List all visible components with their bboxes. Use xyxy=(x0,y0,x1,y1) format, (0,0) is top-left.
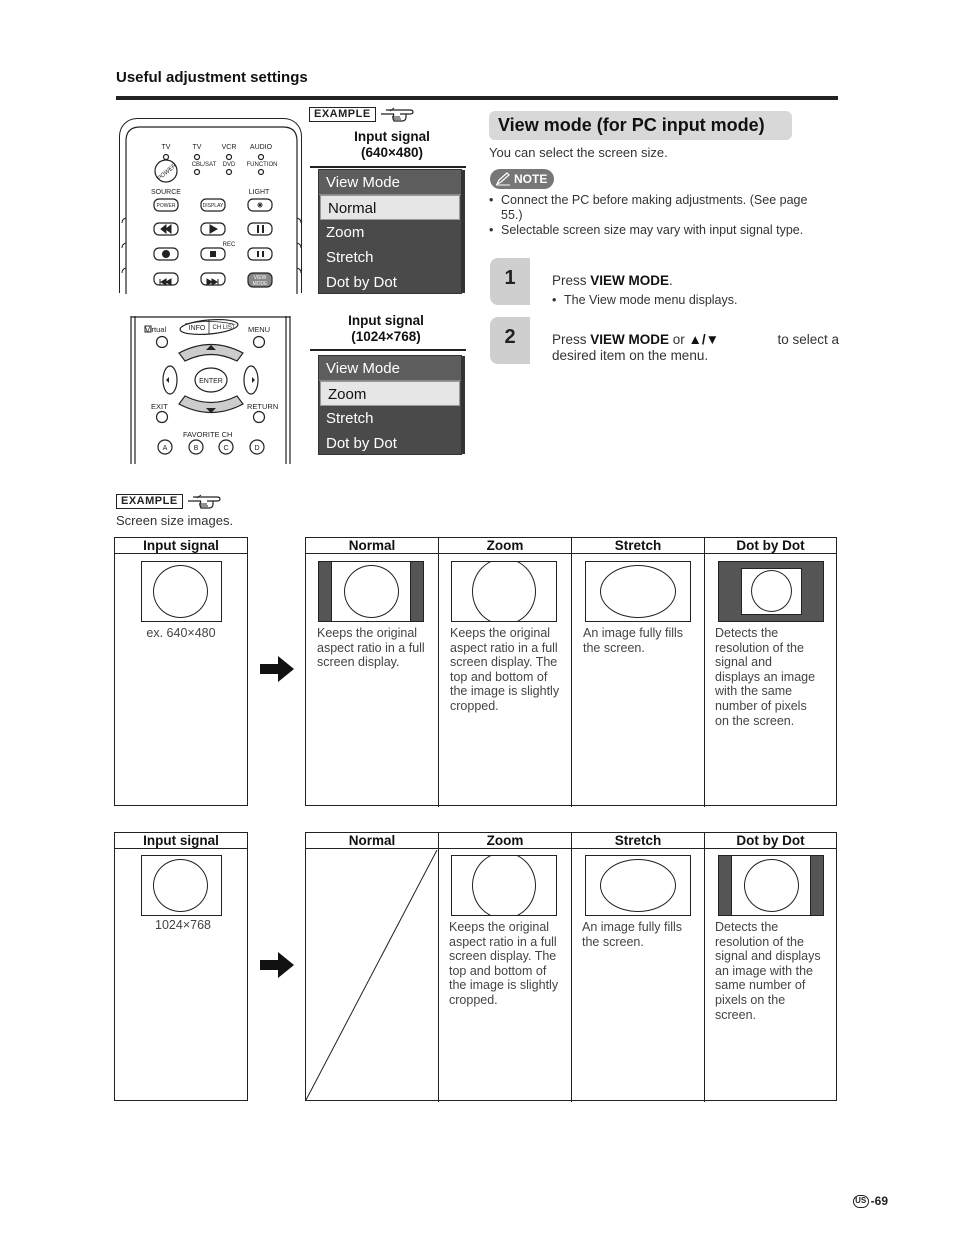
remote-return-label: RETURN xyxy=(247,402,279,411)
col-divider xyxy=(704,538,705,807)
remote-virtual-label: Virtual xyxy=(145,325,167,334)
region-badge: US xyxy=(853,1195,869,1208)
desc-line: same number of xyxy=(715,978,806,993)
table1-col-normal: Normal xyxy=(306,538,438,554)
circle-image xyxy=(153,859,208,912)
desc-line: Keeps the original xyxy=(450,626,551,640)
circle-image xyxy=(744,859,799,912)
remote-display-btn-label: DISPLAY xyxy=(202,203,224,209)
menu2-item-zoom[interactable]: Zoom xyxy=(320,381,460,406)
desc-line: with the same xyxy=(715,684,793,699)
remote-label-tv: TV xyxy=(161,144,171,151)
remote-menu-label: MENU xyxy=(248,325,271,334)
col-divider xyxy=(438,833,439,1102)
section-title: Useful adjustment settings xyxy=(116,69,308,86)
black-bar xyxy=(319,562,331,621)
note-text-2: Selectable screen size may vary with input signal type. xyxy=(501,223,804,237)
remote-a-label: A xyxy=(162,445,168,452)
view-mode-intro: You can select the screen size. xyxy=(489,145,668,160)
remote-c-label: C xyxy=(223,445,229,452)
table1-normal-screen xyxy=(318,561,424,622)
screen-size-caption: Screen size images. xyxy=(116,513,234,528)
step-1-pre: Press xyxy=(552,273,591,288)
circle-image xyxy=(472,561,536,622)
note-item xyxy=(489,223,839,238)
table1-modes xyxy=(305,537,837,806)
circle-image xyxy=(600,565,676,618)
menu-item-stretch[interactable]: Stretch xyxy=(326,249,374,266)
remote-mode-label: MODE xyxy=(252,281,268,287)
input-signal-640-line2: (640×480) xyxy=(361,145,423,160)
table2-input xyxy=(114,832,248,1101)
remote-d-label: D xyxy=(254,445,260,452)
remote-view-label: VIEW xyxy=(253,275,267,281)
menu2-edge xyxy=(462,356,465,454)
page-number-text: -69 xyxy=(870,1194,888,1208)
step-2-bold: VIEW MODE xyxy=(590,332,670,347)
step-1-text xyxy=(552,273,673,289)
remote-info-label: INFO xyxy=(188,325,206,332)
col-divider xyxy=(704,833,705,1102)
input-signal-1024-line1: Input signal xyxy=(348,313,424,328)
step-2-line2: desired item on the menu. xyxy=(552,348,709,363)
remote-label-tv2: TV xyxy=(192,144,202,151)
step-2-arrows: ▲/▼ xyxy=(688,332,720,347)
table1-normal-desc xyxy=(317,626,437,670)
input-signal-640-line1: Input signal xyxy=(354,129,430,144)
remote-label-light: LIGHT xyxy=(248,189,270,196)
circle-image xyxy=(344,565,399,618)
table1-input-header: Input signal xyxy=(115,538,247,554)
desc-line: screen display. The xyxy=(449,949,557,964)
desc-line: number of pixels xyxy=(715,698,807,713)
table1-col-dot: Dot by Dot xyxy=(705,538,836,554)
desc-line: the screen. xyxy=(582,934,644,949)
view-mode-title: View mode (for PC input mode) xyxy=(489,111,792,140)
desc-line: screen display. xyxy=(317,655,400,670)
note-text-1b: 55.) xyxy=(501,208,523,222)
table1-col-stretch: Stretch xyxy=(572,538,704,554)
example-label-2: EXAMPLE xyxy=(116,494,183,509)
desc-line: An image fully fills xyxy=(583,626,684,640)
desc-line: the screen. xyxy=(583,640,645,655)
table2-stretch-desc xyxy=(582,920,703,949)
pencil-icon xyxy=(495,172,511,186)
desc-line: Detects the xyxy=(715,626,779,640)
example-badge xyxy=(309,105,414,123)
table1-stretch-desc xyxy=(583,626,703,655)
table1-input-screen xyxy=(141,561,222,622)
desc-line: aspect ratio in a full xyxy=(450,640,558,655)
table1-input xyxy=(114,537,248,806)
view-mode-menu-1024 xyxy=(318,355,462,455)
menu-edge xyxy=(462,170,465,293)
table2-input-screen xyxy=(141,855,222,916)
desc-line: top and bottom of xyxy=(449,963,547,978)
menu2-title: View Mode xyxy=(319,356,461,381)
menu-item-normal[interactable]: Normal xyxy=(320,195,460,220)
note-badge xyxy=(490,169,554,189)
desc-line: resolution of the xyxy=(715,640,804,655)
black-bar xyxy=(719,856,731,915)
remote-power-label: POWER xyxy=(156,162,178,183)
desc-line: the image is slightly xyxy=(449,978,559,993)
table2-dot-screen xyxy=(718,855,824,916)
desc-line: pixels on the xyxy=(715,992,786,1007)
note-list xyxy=(489,193,839,238)
note-label: NOTE xyxy=(514,172,548,186)
table1-zoom-screen xyxy=(451,561,557,622)
black-bar xyxy=(411,562,423,621)
desc-line: top and bottom of xyxy=(450,669,548,684)
table1-dot-screen xyxy=(718,561,824,622)
desc-line: aspect ratio in a full xyxy=(317,640,425,655)
table2-col-zoom: Zoom xyxy=(439,833,571,849)
remote-favorite-label: FAVORITE CH xyxy=(183,430,233,439)
note-text-1: Connect the PC before making adjustments. (See page xyxy=(501,193,808,207)
table1-zoom-desc xyxy=(450,626,570,714)
step-1-post: . xyxy=(669,273,673,288)
step-1-number: 1 xyxy=(490,258,530,305)
remote-label-cblsat: CBL/SAT xyxy=(191,162,217,168)
step-2-number: 2 xyxy=(490,317,530,364)
view-mode-menu-640 xyxy=(318,169,462,294)
menu2-item-stretch[interactable]: Stretch xyxy=(326,410,374,427)
desc-line: Detects the xyxy=(715,920,779,934)
desc-line: the image is slightly xyxy=(450,684,560,699)
col-divider xyxy=(438,538,439,807)
desc-line: Keeps the original xyxy=(449,920,550,934)
black-bar xyxy=(811,856,823,915)
pointing-hand-icon xyxy=(187,492,221,510)
desc-line: An image fully fills xyxy=(582,920,683,934)
menu-item-dot-by-dot[interactable]: Dot by Dot xyxy=(326,274,397,291)
table2-dot-desc xyxy=(715,920,837,1022)
menu1-top-rule xyxy=(310,166,466,168)
input-signal-1024-label xyxy=(327,313,445,345)
table2-stretch-screen xyxy=(585,855,691,916)
remote-label-vcr: VCR xyxy=(221,144,237,151)
step-1-sub-item: • The View mode menu displays. xyxy=(552,293,737,308)
desc-line: signal and xyxy=(715,655,772,670)
step-2-line1 xyxy=(552,332,839,348)
menu2-item-dot-by-dot[interactable]: Dot by Dot xyxy=(326,435,397,452)
header-rule xyxy=(116,96,838,100)
remote-b-label: B xyxy=(193,445,199,452)
note-item xyxy=(489,193,839,223)
remote-control-bottom xyxy=(129,316,292,464)
step-2-text xyxy=(552,332,839,364)
right-arrow-icon xyxy=(260,656,294,682)
circle-image xyxy=(751,570,792,612)
step-2-mid: or xyxy=(669,332,689,347)
desc-line: signal and displays xyxy=(715,949,821,964)
table2-input-caption: 1024×768 xyxy=(155,918,211,932)
remote-label-dvd: DVD xyxy=(222,162,236,168)
table2-col-normal: Normal xyxy=(306,833,438,849)
step-1-sub xyxy=(552,293,737,308)
desc-line: on the screen. xyxy=(715,713,795,728)
example-label: EXAMPLE xyxy=(309,107,376,122)
step-1-bold: VIEW MODE xyxy=(590,273,670,288)
not-available-diagonal xyxy=(306,850,438,1100)
desc-line: aspect ratio in a full xyxy=(449,934,557,949)
table2-modes xyxy=(305,832,837,1101)
step-2-post: to select a xyxy=(777,332,839,347)
circle-image xyxy=(153,565,208,618)
remote-label-function: FUNCTION xyxy=(246,162,278,168)
remote-label-audio: AUDIO xyxy=(249,144,273,151)
remote-control-top xyxy=(119,118,302,293)
page-number xyxy=(853,1194,888,1208)
remote-power-btn-label: POWER xyxy=(156,203,176,209)
col-divider xyxy=(571,833,572,1102)
remote-chlist-label: CH LIST xyxy=(212,325,236,331)
table1-stretch-screen xyxy=(585,561,691,622)
right-arrow-icon xyxy=(260,952,294,978)
table1-col-zoom: Zoom xyxy=(439,538,571,554)
remote-enter-label: ENTER xyxy=(199,378,223,385)
table2-col-stretch: Stretch xyxy=(572,833,704,849)
step-2-pre: Press xyxy=(552,332,591,347)
step-2-line1-left xyxy=(552,332,719,348)
table1-input-caption: ex. 640×480 xyxy=(146,626,216,640)
desc-line: displays an image xyxy=(715,669,816,684)
circle-image xyxy=(472,855,536,916)
desc-line: cropped. xyxy=(449,992,498,1007)
input-signal-640-label xyxy=(333,129,451,161)
table2-input-header: Input signal xyxy=(115,833,247,849)
table2-zoom-screen xyxy=(451,855,557,916)
desc-line: screen. xyxy=(715,1007,756,1022)
remote-label-rec: REC xyxy=(222,242,236,248)
remote-label-source: SOURCE xyxy=(151,189,181,196)
table2-zoom-desc xyxy=(449,920,570,1008)
desc-line: resolution of the xyxy=(715,934,804,949)
example-badge-2 xyxy=(116,492,221,510)
circle-image xyxy=(600,859,676,912)
desc-line: screen display. The xyxy=(450,655,558,670)
table2-col-dot: Dot by Dot xyxy=(705,833,836,849)
desc-line: cropped. xyxy=(450,698,499,713)
input-signal-1024-line2: (1024×768) xyxy=(351,329,421,344)
col-divider xyxy=(571,538,572,807)
menu2-top-rule xyxy=(310,349,466,351)
table1-dot-desc xyxy=(715,626,835,728)
menu-title: View Mode xyxy=(319,170,461,195)
desc-line: an image with the xyxy=(715,963,813,978)
desc-line: Keeps the original xyxy=(317,626,418,640)
remote-exit-label: EXIT xyxy=(151,402,168,411)
pointing-hand-icon xyxy=(380,105,414,123)
menu-item-zoom[interactable]: Zoom xyxy=(326,224,365,241)
